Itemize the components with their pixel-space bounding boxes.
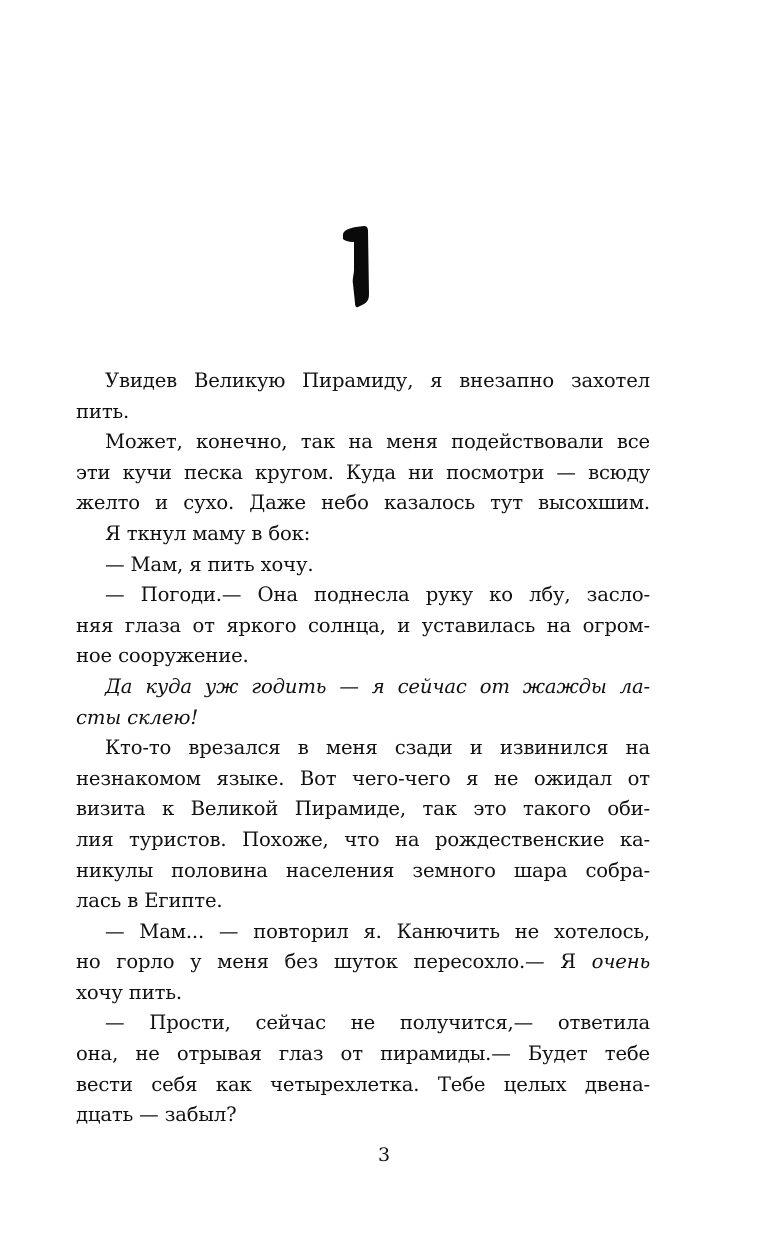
text-line: няя глаза от яркого солнца, и уставилась на огром- <box>76 613 650 637</box>
text-line: Я ткнул маму в бок: <box>105 521 311 545</box>
text-line: Может, конечно, так на меня подействовали все <box>105 430 650 454</box>
text-line: никулы половина населения земного шара собра- <box>76 858 650 882</box>
text-line: желто и сухо. Даже небо казалось тут высохшим. <box>76 491 650 515</box>
italic-text-line: сты склею! <box>76 705 199 729</box>
text-line: ное сооружение. <box>76 644 249 668</box>
text-line: хочу пить. <box>76 980 182 1004</box>
text-line: Увидев Великую Пирамиду, я внезапно захотел <box>105 369 650 392</box>
text-line: Кто-то врезался в меня сзади и извинился на <box>105 736 650 760</box>
text-line: — Прости, сейчас не получится,— ответила <box>105 1011 650 1035</box>
text-segment: но горло у меня без шуток пересохло.— Я <box>76 950 592 974</box>
text-line: пить. <box>76 399 130 423</box>
chapter-number-one-icon <box>340 222 390 312</box>
text-line: дцать — забыл? <box>76 1103 237 1127</box>
text-line <box>76 947 650 978</box>
text-line: эти кучи песка кругом. Куда ни посмотри — всюду <box>76 460 650 484</box>
emphasis-word: очень <box>591 950 650 974</box>
text-line: — Мам, я пить хочу. <box>105 552 314 576</box>
italic-text-line: Да куда уж годить — я сейчас от жажды ла- <box>105 674 650 698</box>
text-line: она, не отрывая глаз от пирамиды.— Будет тебе <box>76 1042 650 1066</box>
text-line: лась в Египте. <box>76 889 223 913</box>
text-line: вести себя как четырехлетка. Тебе целых двена- <box>76 1072 650 1096</box>
text-line: — Мам... — повторил я. Канючить не хотелось, <box>105 919 650 943</box>
text-line: визита к Великой Пирамиде, так это такого оби- <box>76 797 650 821</box>
text-line: лия туристов. Похоже, что на рождественские ка- <box>76 827 650 851</box>
text-line: незнакомом языке. Вот чего-чего я не ожидал от <box>76 766 650 790</box>
text-line: — Погоди.— Она поднесла руку ко лбу, засло- <box>105 583 650 607</box>
chapter-text <box>76 366 650 1131</box>
page-number: 3 <box>377 1144 391 1166</box>
